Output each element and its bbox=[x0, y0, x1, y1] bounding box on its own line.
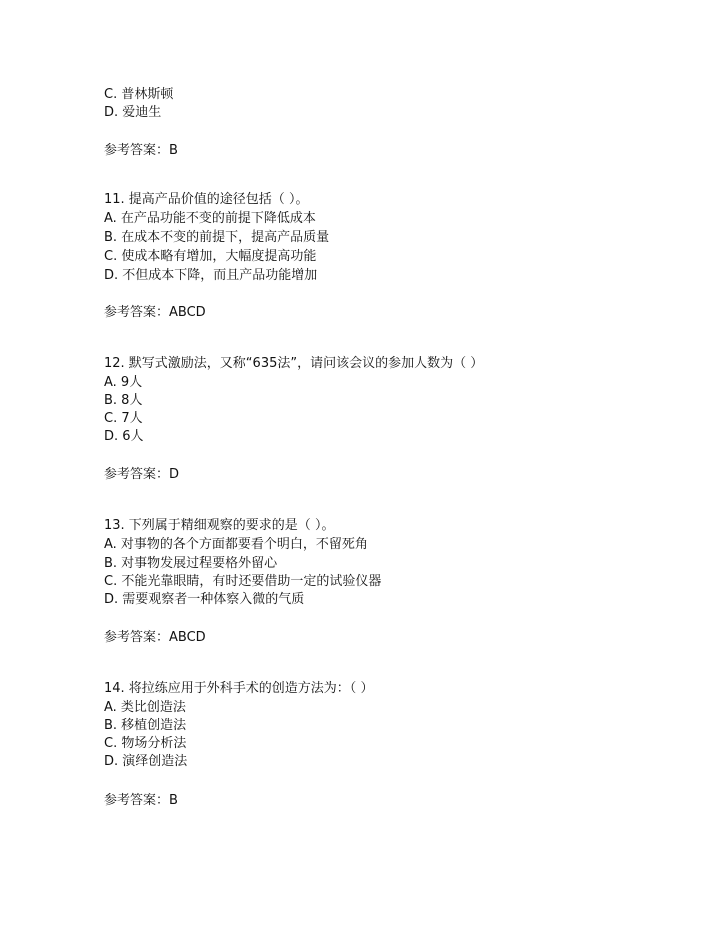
question-stem: 11. 提高产品价值的途径包括（ ）。 bbox=[104, 192, 309, 207]
option-item: A. 在产品功能不变的前提下降低成本 bbox=[104, 211, 316, 226]
answer-line: 参考答案：B bbox=[104, 793, 178, 808]
option-item: D. 6人 bbox=[104, 429, 144, 444]
option-item: B. 8人 bbox=[104, 393, 143, 408]
option-item: D. 需要观察者一种体察入微的气质 bbox=[104, 592, 305, 607]
option-item: A. 9人 bbox=[104, 375, 143, 390]
option-item: B. 移植创造法 bbox=[104, 718, 187, 733]
answer-line: 参考答案：B bbox=[104, 143, 178, 158]
answer-line: 参考答案：ABCD bbox=[104, 305, 206, 320]
option-item: C. 不能光靠眼睛，有时还要借助一定的试验仪器 bbox=[104, 574, 382, 589]
question-stem: 14. 将拉练应用于外科手术的创造方法为：（ ） bbox=[104, 681, 374, 696]
option-item: B. 在成本不变的前提下，提高产品质量 bbox=[104, 230, 330, 245]
option-item: C. 普林斯顿 bbox=[104, 87, 174, 102]
option-item: B. 对事物发展过程要格外留心 bbox=[104, 556, 278, 571]
option-item: C. 使成本略有增加，大幅度提高功能 bbox=[104, 249, 317, 264]
question-stem: 12. 默写式激励法，又称“635法”，请问该会议的参加人数为（ ） bbox=[104, 356, 484, 371]
option-item: D. 爱迪生 bbox=[104, 105, 162, 120]
answer-line: 参考答案：ABCD bbox=[104, 630, 206, 645]
option-item: A. 对事物的各个方面都要看个明白，不留死角 bbox=[104, 537, 368, 552]
answer-line: 参考答案：D bbox=[104, 467, 180, 482]
option-item: A. 类比创造法 bbox=[104, 700, 186, 715]
question-stem: 13. 下列属于精细观察的要求的是（ ）。 bbox=[104, 518, 335, 533]
option-item: D. 演绎创造法 bbox=[104, 754, 188, 769]
option-item: C. 7人 bbox=[104, 411, 143, 426]
option-item: D. 不但成本下降，而且产品功能增加 bbox=[104, 268, 318, 283]
option-item: C. 物场分析法 bbox=[104, 736, 187, 751]
